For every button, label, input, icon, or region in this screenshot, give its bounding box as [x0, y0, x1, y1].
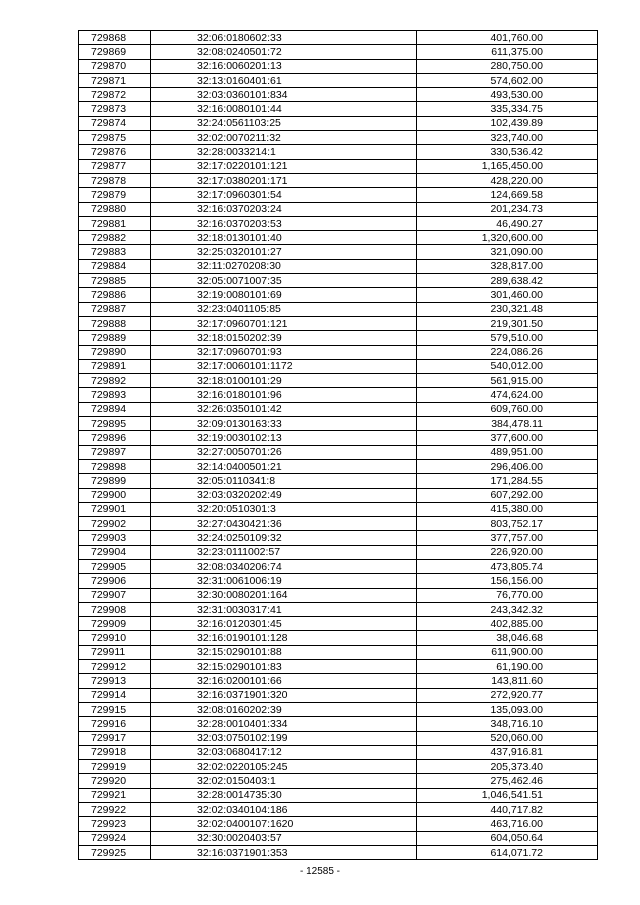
cadastral-number-cell: 32:09:0130163:33 — [151, 417, 417, 431]
table-row — [79, 88, 598, 102]
amount-cell: 489,951.00 — [417, 445, 598, 459]
amount-cell: 61,190.00 — [417, 660, 598, 674]
record-id-cell: 729913 — [79, 674, 151, 688]
record-id-cell: 729876 — [79, 145, 151, 159]
table-row — [79, 717, 598, 731]
cadastral-number-cell: 32:11:0270208:30 — [151, 259, 417, 273]
cadastral-number-cell: 32:31:0030317:41 — [151, 602, 417, 616]
amount-cell: 301,460.00 — [417, 288, 598, 302]
amount-cell: 540,012.00 — [417, 359, 598, 373]
record-id-cell: 729886 — [79, 288, 151, 302]
record-id-cell: 729890 — [79, 345, 151, 359]
table-row — [79, 774, 598, 788]
table-row — [79, 531, 598, 545]
cadastral-number-cell: 32:18:0130101:40 — [151, 231, 417, 245]
record-id-cell: 729895 — [79, 417, 151, 431]
record-id-cell: 729892 — [79, 374, 151, 388]
record-id-cell: 729868 — [79, 31, 151, 45]
amount-cell: 463,716.00 — [417, 817, 598, 831]
table-row — [79, 488, 598, 502]
cadastral-number-cell: 32:24:0561103:25 — [151, 116, 417, 130]
amount-cell: 493,530.00 — [417, 88, 598, 102]
record-id-cell: 729880 — [79, 202, 151, 216]
amount-cell: 296,406.00 — [417, 459, 598, 473]
cadastral-number-cell: 32:28:0033214:1 — [151, 145, 417, 159]
table-row — [79, 660, 598, 674]
cadastral-number-cell: 32:02:0070211:32 — [151, 131, 417, 145]
record-id-cell: 729878 — [79, 173, 151, 187]
amount-cell: 201,234.73 — [417, 202, 598, 216]
table-row — [79, 259, 598, 273]
page-number: - 12585 - — [299, 866, 341, 877]
cadastral-number-cell: 32:28:0010401:334 — [151, 717, 417, 731]
cadastral-number-cell: 32:30:0020403:57 — [151, 831, 417, 845]
record-id-cell: 729899 — [79, 474, 151, 488]
record-id-cell: 729869 — [79, 45, 151, 59]
cadastral-number-cell: 32:17:0380201:171 — [151, 173, 417, 187]
record-id-cell: 729875 — [79, 131, 151, 145]
cadastral-number-cell: 32:16:0080101:44 — [151, 102, 417, 116]
cadastral-number-cell: 32:16:0371901:353 — [151, 845, 417, 859]
record-id-cell: 729882 — [79, 231, 151, 245]
table-row — [79, 745, 598, 759]
table-row — [79, 502, 598, 516]
record-id-cell: 729903 — [79, 531, 151, 545]
record-id-cell: 729897 — [79, 445, 151, 459]
record-id-cell: 729894 — [79, 402, 151, 416]
cadastral-number-cell: 32:15:0290101:88 — [151, 645, 417, 659]
record-id-cell: 729896 — [79, 431, 151, 445]
record-id-cell: 729902 — [79, 517, 151, 531]
amount-cell: 384,478.11 — [417, 417, 598, 431]
table-row — [79, 59, 598, 73]
cadastral-number-cell: 32:16:0180101:96 — [151, 388, 417, 402]
table-row — [79, 316, 598, 330]
amount-cell: 440,717.82 — [417, 803, 598, 817]
amount-cell: 1,320,600.00 — [417, 231, 598, 245]
amount-cell: 330,536.42 — [417, 145, 598, 159]
table-row — [79, 674, 598, 688]
table-row — [79, 188, 598, 202]
table-row — [79, 216, 598, 230]
table-row — [79, 788, 598, 802]
record-id-cell: 729919 — [79, 760, 151, 774]
record-id-cell: 729879 — [79, 188, 151, 202]
table-row — [79, 202, 598, 216]
record-id-cell: 729891 — [79, 359, 151, 373]
record-id-cell: 729900 — [79, 488, 151, 502]
cadastral-number-cell: 32:31:0061006:19 — [151, 574, 417, 588]
table-row — [79, 159, 598, 173]
amount-cell: 143,811.60 — [417, 674, 598, 688]
table-row — [79, 131, 598, 145]
record-id-cell: 729914 — [79, 688, 151, 702]
table-row — [79, 602, 598, 616]
table-row — [79, 245, 598, 259]
amount-cell: 124,669.58 — [417, 188, 598, 202]
amount-cell: 473,805.74 — [417, 559, 598, 573]
record-id-cell: 729907 — [79, 588, 151, 602]
cadastral-number-cell: 32:03:0320202:49 — [151, 488, 417, 502]
table-row — [79, 31, 598, 45]
amount-cell: 401,760.00 — [417, 31, 598, 45]
amount-cell: 607,292.00 — [417, 488, 598, 502]
amount-cell: 224,086.26 — [417, 345, 598, 359]
record-id-cell: 729921 — [79, 788, 151, 802]
cadastral-number-cell: 32:27:0430421:36 — [151, 517, 417, 531]
cadastral-number-cell: 32:18:0150202:39 — [151, 331, 417, 345]
table-row — [79, 231, 598, 245]
record-id-cell: 729898 — [79, 459, 151, 473]
record-id-cell: 729888 — [79, 316, 151, 330]
table-row — [79, 545, 598, 559]
cadastral-number-cell: 32:08:0240501:72 — [151, 45, 417, 59]
amount-cell: 219,301.50 — [417, 316, 598, 330]
cadastral-number-cell: 32:02:0220105:245 — [151, 760, 417, 774]
amount-cell: 102,439.89 — [417, 116, 598, 130]
table-row — [79, 803, 598, 817]
table-row — [79, 345, 598, 359]
cadastral-number-cell: 32:17:0960701:93 — [151, 345, 417, 359]
record-id-cell: 729877 — [79, 159, 151, 173]
record-id-cell: 729884 — [79, 259, 151, 273]
record-id-cell: 729885 — [79, 274, 151, 288]
cadastral-number-cell: 32:25:0320101:27 — [151, 245, 417, 259]
record-id-cell: 729917 — [79, 731, 151, 745]
amount-cell: 171,284.55 — [417, 474, 598, 488]
amount-cell: 156,156.00 — [417, 574, 598, 588]
cadastral-number-cell: 32:27:0050701:26 — [151, 445, 417, 459]
amount-cell: 328,817.00 — [417, 259, 598, 273]
table-row — [79, 559, 598, 573]
amount-cell: 348,716.10 — [417, 717, 598, 731]
cadastral-number-cell: 32:23:0401105:85 — [151, 302, 417, 316]
record-id-cell: 729922 — [79, 803, 151, 817]
record-id-cell: 729909 — [79, 617, 151, 631]
cadastral-number-cell: 32:13:0160401:61 — [151, 73, 417, 87]
table-row — [79, 617, 598, 631]
cadastral-number-cell: 32:16:0060201:13 — [151, 59, 417, 73]
cadastral-number-cell: 32:19:0080101:69 — [151, 288, 417, 302]
record-id-cell: 729905 — [79, 559, 151, 573]
cadastral-number-cell: 32:05:0071007:35 — [151, 274, 417, 288]
amount-cell: 561,915.00 — [417, 374, 598, 388]
record-id-cell: 729871 — [79, 73, 151, 87]
record-id-cell: 729872 — [79, 88, 151, 102]
table-row — [79, 459, 598, 473]
table-row — [79, 45, 598, 59]
table-row — [79, 474, 598, 488]
table-row — [79, 73, 598, 87]
amount-cell: 611,900.00 — [417, 645, 598, 659]
record-id-cell: 729870 — [79, 59, 151, 73]
table-row — [79, 702, 598, 716]
table-row — [79, 145, 598, 159]
amount-cell: 205,373.40 — [417, 760, 598, 774]
amount-cell: 614,071.72 — [417, 845, 598, 859]
record-id-cell: 729893 — [79, 388, 151, 402]
cadastral-number-cell: 32:08:0160202:39 — [151, 702, 417, 716]
cadastral-number-cell: 32:30:0080201:164 — [151, 588, 417, 602]
cadastral-number-cell: 32:24:0250109:32 — [151, 531, 417, 545]
record-id-cell: 729901 — [79, 502, 151, 516]
table-row — [79, 588, 598, 602]
amount-cell: 289,638.42 — [417, 274, 598, 288]
cadastral-number-cell: 32:06:0180602:33 — [151, 31, 417, 45]
table-row — [79, 388, 598, 402]
amount-cell: 609,760.00 — [417, 402, 598, 416]
record-id-cell: 729883 — [79, 245, 151, 259]
records-table-body — [79, 31, 598, 860]
table-row — [79, 302, 598, 316]
record-id-cell: 729906 — [79, 574, 151, 588]
table-row — [79, 173, 598, 187]
cadastral-number-cell: 32:05:0110341:8 — [151, 474, 417, 488]
amount-cell: 579,510.00 — [417, 331, 598, 345]
amount-cell: 415,380.00 — [417, 502, 598, 516]
cadastral-number-cell: 32:23:0111002:57 — [151, 545, 417, 559]
cadastral-number-cell: 32:17:0220101:121 — [151, 159, 417, 173]
amount-cell: 428,220.00 — [417, 173, 598, 187]
cadastral-number-cell: 32:17:0960301:54 — [151, 188, 417, 202]
table-row — [79, 631, 598, 645]
table-row — [79, 116, 598, 130]
amount-cell: 520,060.00 — [417, 731, 598, 745]
table-row — [79, 831, 598, 845]
cadastral-number-cell: 32:18:0100101:29 — [151, 374, 417, 388]
amount-cell: 402,885.00 — [417, 617, 598, 631]
record-id-cell: 729889 — [79, 331, 151, 345]
cadastral-number-cell: 32:03:0680417:12 — [151, 745, 417, 759]
cadastral-number-cell: 32:02:0150403:1 — [151, 774, 417, 788]
amount-cell: 272,920.77 — [417, 688, 598, 702]
cadastral-number-cell: 32:16:0200101:66 — [151, 674, 417, 688]
amount-cell: 377,757.00 — [417, 531, 598, 545]
table-row — [79, 817, 598, 831]
table-row — [79, 845, 598, 859]
records-table — [78, 30, 598, 860]
amount-cell: 335,334.75 — [417, 102, 598, 116]
cadastral-number-cell: 32:16:0370203:24 — [151, 202, 417, 216]
cadastral-number-cell: 32:03:0360101:834 — [151, 88, 417, 102]
record-id-cell: 729904 — [79, 545, 151, 559]
cadastral-number-cell: 32:16:0370203:53 — [151, 216, 417, 230]
amount-cell: 1,165,450.00 — [417, 159, 598, 173]
table-row — [79, 417, 598, 431]
cadastral-number-cell: 32:03:0750102:199 — [151, 731, 417, 745]
record-id-cell: 729916 — [79, 717, 151, 731]
cadastral-number-cell: 32:15:0290101:83 — [151, 660, 417, 674]
table-row — [79, 288, 598, 302]
table-row — [79, 731, 598, 745]
cadastral-number-cell: 32:16:0190101:128 — [151, 631, 417, 645]
table-row — [79, 760, 598, 774]
amount-cell: 611,375.00 — [417, 45, 598, 59]
cadastral-number-cell: 32:02:0400107:1620 — [151, 817, 417, 831]
cadastral-number-cell: 32:17:0960701:121 — [151, 316, 417, 330]
cadastral-number-cell: 32:26:0350101:42 — [151, 402, 417, 416]
record-id-cell: 729912 — [79, 660, 151, 674]
record-id-cell: 729887 — [79, 302, 151, 316]
cadastral-number-cell: 32:14:0400501:21 — [151, 459, 417, 473]
amount-cell: 604,050.64 — [417, 831, 598, 845]
table-row — [79, 359, 598, 373]
record-id-cell: 729923 — [79, 817, 151, 831]
record-id-cell: 729915 — [79, 702, 151, 716]
record-id-cell: 729910 — [79, 631, 151, 645]
cadastral-number-cell: 32:28:0014735:30 — [151, 788, 417, 802]
amount-cell: 243,342.32 — [417, 602, 598, 616]
cadastral-number-cell: 32:08:0340206:74 — [151, 559, 417, 573]
amount-cell: 76,770.00 — [417, 588, 598, 602]
record-id-cell: 729873 — [79, 102, 151, 116]
table-row — [79, 645, 598, 659]
table-row — [79, 574, 598, 588]
cadastral-number-cell: 32:20:0510301:3 — [151, 502, 417, 516]
record-id-cell: 729874 — [79, 116, 151, 130]
amount-cell: 226,920.00 — [417, 545, 598, 559]
table-row — [79, 688, 598, 702]
cadastral-number-cell: 32:17:0060101:1172 — [151, 359, 417, 373]
amount-cell: 323,740.00 — [417, 131, 598, 145]
cadastral-number-cell: 32:19:0030102:13 — [151, 431, 417, 445]
table-row — [79, 102, 598, 116]
record-id-cell: 729911 — [79, 645, 151, 659]
amount-cell: 574,602.00 — [417, 73, 598, 87]
amount-cell: 275,462.46 — [417, 774, 598, 788]
amount-cell: 321,090.00 — [417, 245, 598, 259]
record-id-cell: 729908 — [79, 602, 151, 616]
table-row — [79, 402, 598, 416]
amount-cell: 280,750.00 — [417, 59, 598, 73]
amount-cell: 437,916.81 — [417, 745, 598, 759]
table-row — [79, 431, 598, 445]
amount-cell: 803,752.17 — [417, 517, 598, 531]
amount-cell: 135,093.00 — [417, 702, 598, 716]
record-id-cell: 729918 — [79, 745, 151, 759]
table-row — [79, 374, 598, 388]
amount-cell: 474,624.00 — [417, 388, 598, 402]
record-id-cell: 729924 — [79, 831, 151, 845]
cadastral-number-cell: 32:16:0371901:320 — [151, 688, 417, 702]
table-row — [79, 274, 598, 288]
amount-cell: 377,600.00 — [417, 431, 598, 445]
table-row — [79, 517, 598, 531]
record-id-cell: 729881 — [79, 216, 151, 230]
table-row — [79, 445, 598, 459]
amount-cell: 230,321.48 — [417, 302, 598, 316]
table-row — [79, 331, 598, 345]
amount-cell: 46,490.27 — [417, 216, 598, 230]
record-id-cell: 729925 — [79, 845, 151, 859]
amount-cell: 38,046.68 — [417, 631, 598, 645]
cadastral-number-cell: 32:02:0340104:186 — [151, 803, 417, 817]
record-id-cell: 729920 — [79, 774, 151, 788]
amount-cell: 1,046,541.51 — [417, 788, 598, 802]
cadastral-number-cell: 32:16:0120301:45 — [151, 617, 417, 631]
